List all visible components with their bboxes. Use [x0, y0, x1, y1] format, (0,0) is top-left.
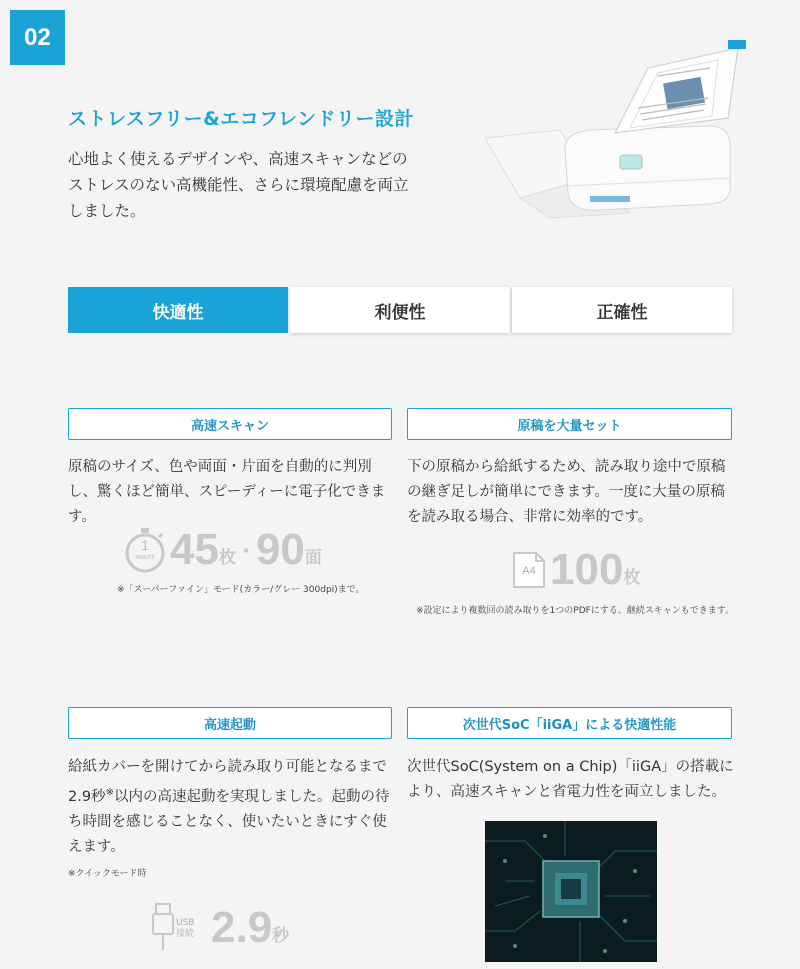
card-title-speed: 高速スキャン — [68, 408, 392, 440]
tab-convenience[interactable]: 利便性 — [290, 287, 510, 333]
card-text-startup — [68, 755, 398, 860]
card-title-soc: 次世代SoC「iiGA」による快適性能 — [407, 707, 732, 739]
tab-bar — [68, 287, 732, 333]
startup-unit: 秒 — [272, 926, 290, 945]
tab-comfort[interactable]: 快適性 — [68, 287, 288, 333]
usb-label — [176, 918, 194, 940]
usb-label-line2: 接続 — [176, 929, 195, 939]
speed-footnote: ※「スーパーファイン」モード(カラー/グレー 300dpi)まで。 — [117, 585, 365, 595]
startup-text-time: 2.9秒 — [68, 788, 106, 805]
card-text-soc: 次世代SoC(System on a Chip)「iiGA」の搭載により、高速スキャンと省電力性を両立しました。 — [407, 759, 734, 800]
card-title-startup: 高速起動 — [68, 707, 392, 739]
batch-unit: 枚 — [623, 568, 641, 587]
speed-sheets-value: 45 — [170, 525, 219, 574]
card-title-batch: 原稿を大量セット — [407, 408, 732, 440]
circuit-board-image — [485, 821, 657, 962]
startup-text-mark: ※ — [105, 787, 114, 798]
paper-size-label: A4 — [522, 565, 536, 577]
batch-value: 100 — [550, 545, 624, 594]
speed-sides-value: 90 — [255, 525, 305, 574]
speed-sheets-unit: 枚 — [218, 548, 236, 567]
startup-text-part-a: 給紙カバーを開けてから読み取り可能となるまで — [68, 759, 387, 775]
startup-value: 2.9 — [211, 903, 273, 952]
card-text-speed: 原稿のサイズ、色や両面・片面を自動的に判別し、驚くほど簡単、スピーディーに電子化できます。 — [68, 459, 386, 525]
stopwatch-unit: MINUTE — [135, 555, 155, 561]
speed-sides-unit: 面 — [304, 548, 322, 567]
usb-label-line1: USB — [176, 918, 195, 928]
startup-footnote: ※クイックモード時 — [68, 869, 147, 879]
startup-text-part-c: 以内の高速起動を実現しました。起動の待ち時間を感じることなく、使いたいときにすぐ使えます。 — [68, 788, 390, 855]
section-intro-text: 心地よく使えるデザインや、高速スキャンなどのストレスのない高機能性、さらに環境配慮を両立しました。 — [68, 150, 409, 220]
scanner-image — [480, 38, 760, 223]
batch-footnote: ※設定により複数回の読み取りを1つのPDFにする、継続スキャンもできます。 — [416, 606, 735, 616]
speed-stat — [170, 525, 322, 574]
tab-accuracy[interactable]: 正確性 — [512, 287, 732, 333]
usb-icon — [150, 903, 176, 951]
section-heading: ストレスフリー&エコフレンドリー設計 — [68, 108, 415, 130]
section-number-badge: 02 — [10, 10, 65, 65]
stopwatch-number: 1 — [141, 537, 149, 553]
startup-stat — [211, 903, 290, 952]
batch-stat — [550, 545, 641, 594]
card-text-batch: 下の原稿から給紙するため、読み取り途中で原稿の継ぎ足しが簡単にできます。一度に大量の原稿を読み取る場合、非常に効率的です。 — [407, 459, 726, 525]
speed-separator: ・ — [235, 541, 256, 563]
